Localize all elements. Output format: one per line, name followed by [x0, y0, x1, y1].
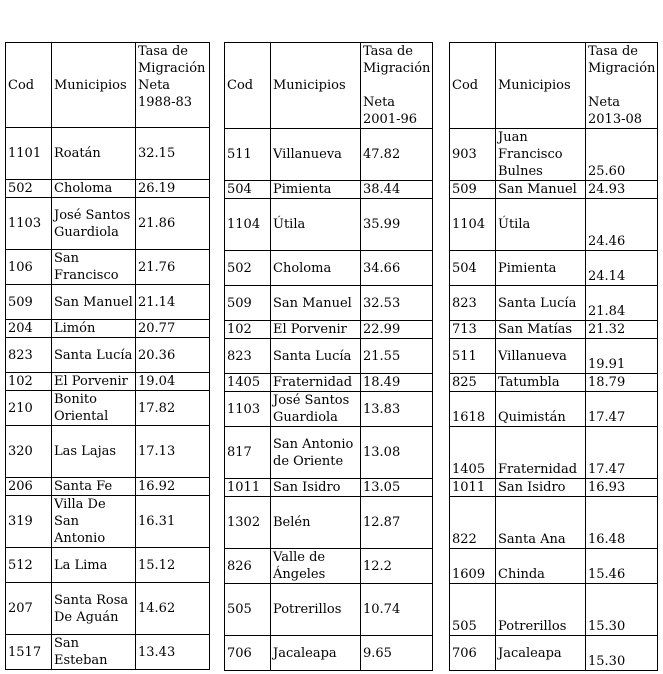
- cell-cod: 102: [225, 321, 271, 339]
- table-row: [450, 321, 658, 339]
- cell-cod: 509: [6, 285, 52, 320]
- cell-municipio: Pimienta: [271, 181, 361, 199]
- table-row: [450, 181, 658, 199]
- cell-municipio: Choloma: [271, 251, 361, 286]
- cell-municipio: José Santos Guardiola: [271, 392, 361, 427]
- table-row: [450, 549, 658, 584]
- cell-municipio: Santa Ana: [496, 497, 586, 549]
- header-row: [450, 43, 658, 129]
- table-row: [450, 251, 658, 286]
- table-row: [225, 549, 433, 584]
- header-municipio: Municipios: [271, 43, 361, 129]
- cell-rate: 24.93: [586, 181, 658, 199]
- table-row: [225, 321, 433, 339]
- table-row: [6, 198, 210, 250]
- table-row: [225, 427, 433, 479]
- cell-municipio: El Porvenir: [52, 373, 136, 391]
- cell-rate: 35.99: [361, 199, 433, 251]
- cell-municipio: Villanueva: [496, 339, 586, 374]
- cell-municipio: San Isidro: [496, 479, 586, 497]
- cell-rate: 16.93: [586, 479, 658, 497]
- cell-municipio: Jacaleapa: [496, 636, 586, 671]
- header-municipio: Municipios: [496, 43, 586, 129]
- cell-cod: 509: [225, 286, 271, 321]
- cell-municipio: El Porvenir: [271, 321, 361, 339]
- table-row: [225, 584, 433, 636]
- cell-cod: 102: [6, 373, 52, 391]
- cell-cod: 706: [225, 636, 271, 671]
- cell-rate: 12.2: [361, 549, 433, 584]
- cell-cod: 706: [450, 636, 496, 671]
- cell-rate: 21.55: [361, 339, 433, 374]
- cell-municipio: Jacaleapa: [271, 636, 361, 671]
- cell-municipio: Santa Lucía: [52, 338, 136, 373]
- cell-cod: 1103: [225, 392, 271, 427]
- cell-rate: 22.99: [361, 321, 433, 339]
- cell-cod: 1517: [6, 635, 52, 670]
- table-row: [6, 180, 210, 198]
- cell-cod: 826: [225, 549, 271, 584]
- cell-rate: 21.32: [586, 321, 658, 339]
- header-row: [225, 43, 433, 129]
- cell-rate: 12.87: [361, 497, 433, 549]
- cell-cod: 505: [450, 584, 496, 636]
- table-row: [6, 285, 210, 320]
- cell-cod: 106: [6, 250, 52, 285]
- cell-municipio: Chinda: [496, 549, 586, 584]
- table-row: [450, 427, 658, 479]
- cell-rate: 19.04: [136, 373, 210, 391]
- cell-municipio: San Manuel: [496, 181, 586, 199]
- table-row: [225, 374, 433, 392]
- cell-rate: 24.46: [586, 199, 658, 251]
- table-row: [6, 338, 210, 373]
- table-row: [6, 320, 210, 338]
- cell-cod: 817: [225, 427, 271, 479]
- table-body: [6, 43, 210, 670]
- cell-cod: 1103: [6, 198, 52, 250]
- cell-municipio: Roatán: [52, 128, 136, 180]
- table-row: [450, 479, 658, 497]
- table-row: [6, 583, 210, 635]
- cell-cod: 1405: [225, 374, 271, 392]
- cell-rate: 15.30: [586, 584, 658, 636]
- cell-cod: 509: [450, 181, 496, 199]
- cell-cod: 1405: [450, 427, 496, 479]
- table-body: [450, 43, 658, 671]
- cell-municipio: San Manuel: [271, 286, 361, 321]
- cell-rate: 17.47: [586, 392, 658, 427]
- table-row: [450, 129, 658, 181]
- header-rate: Tasa de Migración Neta 1988-83: [136, 43, 210, 128]
- table-row: [450, 339, 658, 374]
- cell-municipio: Fraternidad: [496, 427, 586, 479]
- cell-municipio: San Matías: [496, 321, 586, 339]
- cell-rate: 32.15: [136, 128, 210, 180]
- cell-municipio: Villanueva: [271, 129, 361, 181]
- cell-cod: 502: [6, 180, 52, 198]
- cell-cod: 903: [450, 129, 496, 181]
- header-rate: Tasa de Migración Neta 2001-96: [361, 43, 433, 129]
- cell-municipio: José Santos Guardiola: [52, 198, 136, 250]
- cell-municipio: Valle de Ángeles: [271, 549, 361, 584]
- cell-municipio: San Esteban: [52, 635, 136, 670]
- migration-table-1: [5, 42, 210, 670]
- cell-rate: 16.92: [136, 478, 210, 496]
- cell-municipio: Limón: [52, 320, 136, 338]
- cell-rate: 16.48: [586, 497, 658, 549]
- cell-municipio: Choloma: [52, 180, 136, 198]
- table-row: [450, 584, 658, 636]
- header-row: [6, 43, 210, 128]
- cell-cod: 1101: [6, 128, 52, 180]
- table-row: [6, 548, 210, 583]
- cell-municipio: Santa Fe: [52, 478, 136, 496]
- cell-rate: 16.31: [136, 496, 210, 548]
- header-cod: Cod: [450, 43, 496, 129]
- table-row: [450, 286, 658, 321]
- cell-cod: 504: [225, 181, 271, 199]
- cell-cod: 502: [225, 251, 271, 286]
- cell-cod: 210: [6, 391, 52, 426]
- table-body: [225, 43, 433, 671]
- table-row: [6, 426, 210, 478]
- cell-municipio: San Francisco: [52, 250, 136, 285]
- cell-cod: 823: [6, 338, 52, 373]
- cell-cod: 1104: [450, 199, 496, 251]
- table-row: [6, 496, 210, 548]
- cell-rate: 24.14: [586, 251, 658, 286]
- table-row: [225, 479, 433, 497]
- cell-municipio: Bonito Oriental: [52, 391, 136, 426]
- cell-municipio: San Antonio de Oriente: [271, 427, 361, 479]
- table-row: [225, 339, 433, 374]
- cell-rate: 13.83: [361, 392, 433, 427]
- cell-rate: 13.05: [361, 479, 433, 497]
- table-row: [450, 374, 658, 392]
- cell-cod: 1302: [225, 497, 271, 549]
- table-row: [225, 286, 433, 321]
- cell-rate: 18.79: [586, 374, 658, 392]
- cell-municipio: Quimistán: [496, 392, 586, 427]
- cell-cod: 512: [6, 548, 52, 583]
- cell-municipio: Villa De San Antonio: [52, 496, 136, 548]
- cell-cod: 713: [450, 321, 496, 339]
- cell-rate: 21.84: [586, 286, 658, 321]
- cell-cod: 825: [450, 374, 496, 392]
- cell-rate: 13.08: [361, 427, 433, 479]
- cell-rate: 32.53: [361, 286, 433, 321]
- cell-municipio: Útila: [271, 199, 361, 251]
- table-row: [225, 392, 433, 427]
- cell-rate: 15.12: [136, 548, 210, 583]
- table-row: [225, 129, 433, 181]
- cell-cod: 823: [450, 286, 496, 321]
- cell-rate: 34.66: [361, 251, 433, 286]
- cell-municipio: Santa Lucía: [271, 339, 361, 374]
- cell-cod: 823: [225, 339, 271, 374]
- cell-cod: 504: [450, 251, 496, 286]
- cell-cod: 319: [6, 496, 52, 548]
- cell-rate: 21.76: [136, 250, 210, 285]
- header-municipio: Municipios: [52, 43, 136, 128]
- cell-rate: 15.46: [586, 549, 658, 584]
- cell-municipio: Potrerillos: [271, 584, 361, 636]
- cell-municipio: Santa Lucía: [496, 286, 586, 321]
- cell-cod: 822: [450, 497, 496, 549]
- cell-cod: 1011: [225, 479, 271, 497]
- cell-rate: 17.82: [136, 391, 210, 426]
- table-row: [225, 181, 433, 199]
- cell-cod: 1104: [225, 199, 271, 251]
- cell-cod: 204: [6, 320, 52, 338]
- cell-cod: 206: [6, 478, 52, 496]
- cell-municipio: Tatumbla: [496, 374, 586, 392]
- cell-cod: 1609: [450, 549, 496, 584]
- cell-rate: 17.47: [586, 427, 658, 479]
- table-row: [225, 199, 433, 251]
- cell-rate: 21.86: [136, 198, 210, 250]
- cell-municipio: Pimienta: [496, 251, 586, 286]
- table-row: [225, 636, 433, 671]
- cell-municipio: San Manuel: [52, 285, 136, 320]
- cell-municipio: Juan Francisco Bulnes: [496, 129, 586, 181]
- table-row: [450, 636, 658, 671]
- cell-cod: 207: [6, 583, 52, 635]
- table-row: [450, 199, 658, 251]
- cell-municipio: Potrerillos: [496, 584, 586, 636]
- cell-municipio: San Isidro: [271, 479, 361, 497]
- cell-cod: 320: [6, 426, 52, 478]
- cell-rate: 15.30: [586, 636, 658, 671]
- cell-rate: 9.65: [361, 636, 433, 671]
- cell-rate: 21.14: [136, 285, 210, 320]
- cell-cod: 505: [225, 584, 271, 636]
- cell-municipio: Belén: [271, 497, 361, 549]
- table-row: [225, 251, 433, 286]
- header-cod: Cod: [6, 43, 52, 128]
- table-row: [6, 128, 210, 180]
- cell-municipio: La Lima: [52, 548, 136, 583]
- cell-rate: 13.43: [136, 635, 210, 670]
- cell-rate: 19.91: [586, 339, 658, 374]
- cell-rate: 26.19: [136, 180, 210, 198]
- cell-municipio: Santa Rosa De Aguán: [52, 583, 136, 635]
- table-row: [225, 497, 433, 549]
- cell-cod: 1011: [450, 479, 496, 497]
- cell-rate: 18.49: [361, 374, 433, 392]
- table-row: [6, 391, 210, 426]
- cell-municipio: Útila: [496, 199, 586, 251]
- migration-table-2: [224, 42, 433, 671]
- cell-cod: 1618: [450, 392, 496, 427]
- cell-rate: 25.60: [586, 129, 658, 181]
- cell-municipio: Las Lajas: [52, 426, 136, 478]
- cell-rate: 10.74: [361, 584, 433, 636]
- header-rate: Tasa de Migración Neta 2013-08: [586, 43, 658, 129]
- table-row: [450, 497, 658, 549]
- cell-rate: 20.77: [136, 320, 210, 338]
- cell-rate: 14.62: [136, 583, 210, 635]
- cell-municipio: Fraternidad: [271, 374, 361, 392]
- table-row: [450, 392, 658, 427]
- table-row: [6, 250, 210, 285]
- migration-table-3: [449, 42, 658, 671]
- cell-rate: 47.82: [361, 129, 433, 181]
- cell-rate: 20.36: [136, 338, 210, 373]
- cell-cod: 511: [450, 339, 496, 374]
- table-row: [6, 478, 210, 496]
- cell-cod: 511: [225, 129, 271, 181]
- table-row: [6, 373, 210, 391]
- table-row: [6, 635, 210, 670]
- header-cod: Cod: [225, 43, 271, 129]
- cell-rate: 17.13: [136, 426, 210, 478]
- cell-rate: 38.44: [361, 181, 433, 199]
